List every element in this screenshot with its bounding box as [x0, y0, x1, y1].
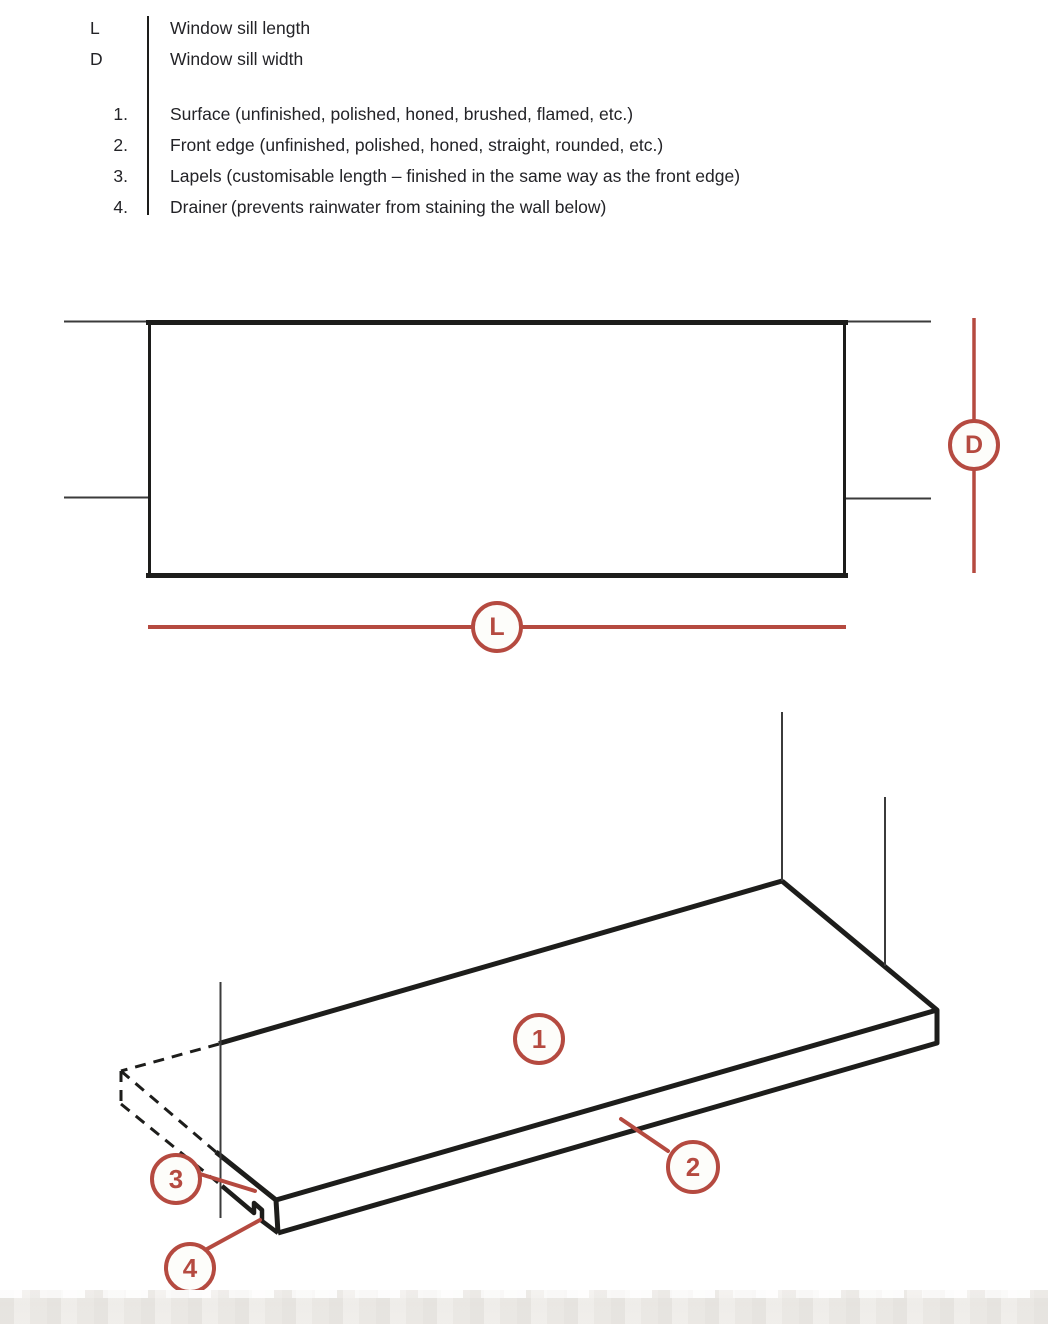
feature-desc-surface: Surface (unfinished, polished, honed, brushed, flamed, etc.)	[170, 104, 634, 124]
slab-outline	[216, 881, 937, 1233]
leader-line-4	[207, 1220, 260, 1249]
feature-number-1: 1.	[113, 104, 128, 124]
lapel-dashed-top-front-edge	[121, 1071, 216, 1152]
callout-badge-4-drainer: 4	[164, 1242, 216, 1294]
slab-back-top-edge	[219, 881, 782, 1044]
feature-number-2: 2.	[113, 135, 128, 155]
dimension-symbol-L: L	[90, 18, 100, 38]
slab-left-end-top-and-corner-edge	[216, 1152, 278, 1233]
bottom-photo-sliver	[0, 1290, 1048, 1324]
callout-badge-3-lapels: 3	[150, 1153, 202, 1205]
isometric-view	[121, 712, 937, 1249]
length-dimension-badge-L: L	[471, 601, 523, 653]
feature-number-3: 3.	[113, 166, 128, 186]
feature-desc-drainer: Drainer (prevents rainwater from staining the wall below)	[170, 197, 607, 217]
dimension-desc-length: Window sill length	[170, 18, 311, 38]
callout-badge-1-surface: 1	[513, 1013, 565, 1065]
dimension-desc-width: Window sill width	[170, 49, 304, 69]
slab-front-top-edge	[276, 1010, 937, 1200]
feature-desc-lapels: Lapels (customisable length – finished in the same way as the front edge)	[170, 166, 741, 186]
dimension-symbol-D: D	[90, 49, 103, 69]
top-view	[64, 318, 974, 627]
callout-badge-2-front-edge: 2	[666, 1140, 720, 1194]
feature-number-4: 4.	[113, 197, 128, 217]
width-dimension-badge-D: D	[948, 419, 1000, 471]
feature-desc-front-edge: Front edge (unfinished, polished, honed, straight, rounded, etc.)	[170, 135, 664, 155]
lapel-dashed-back-edge	[121, 1044, 219, 1071]
